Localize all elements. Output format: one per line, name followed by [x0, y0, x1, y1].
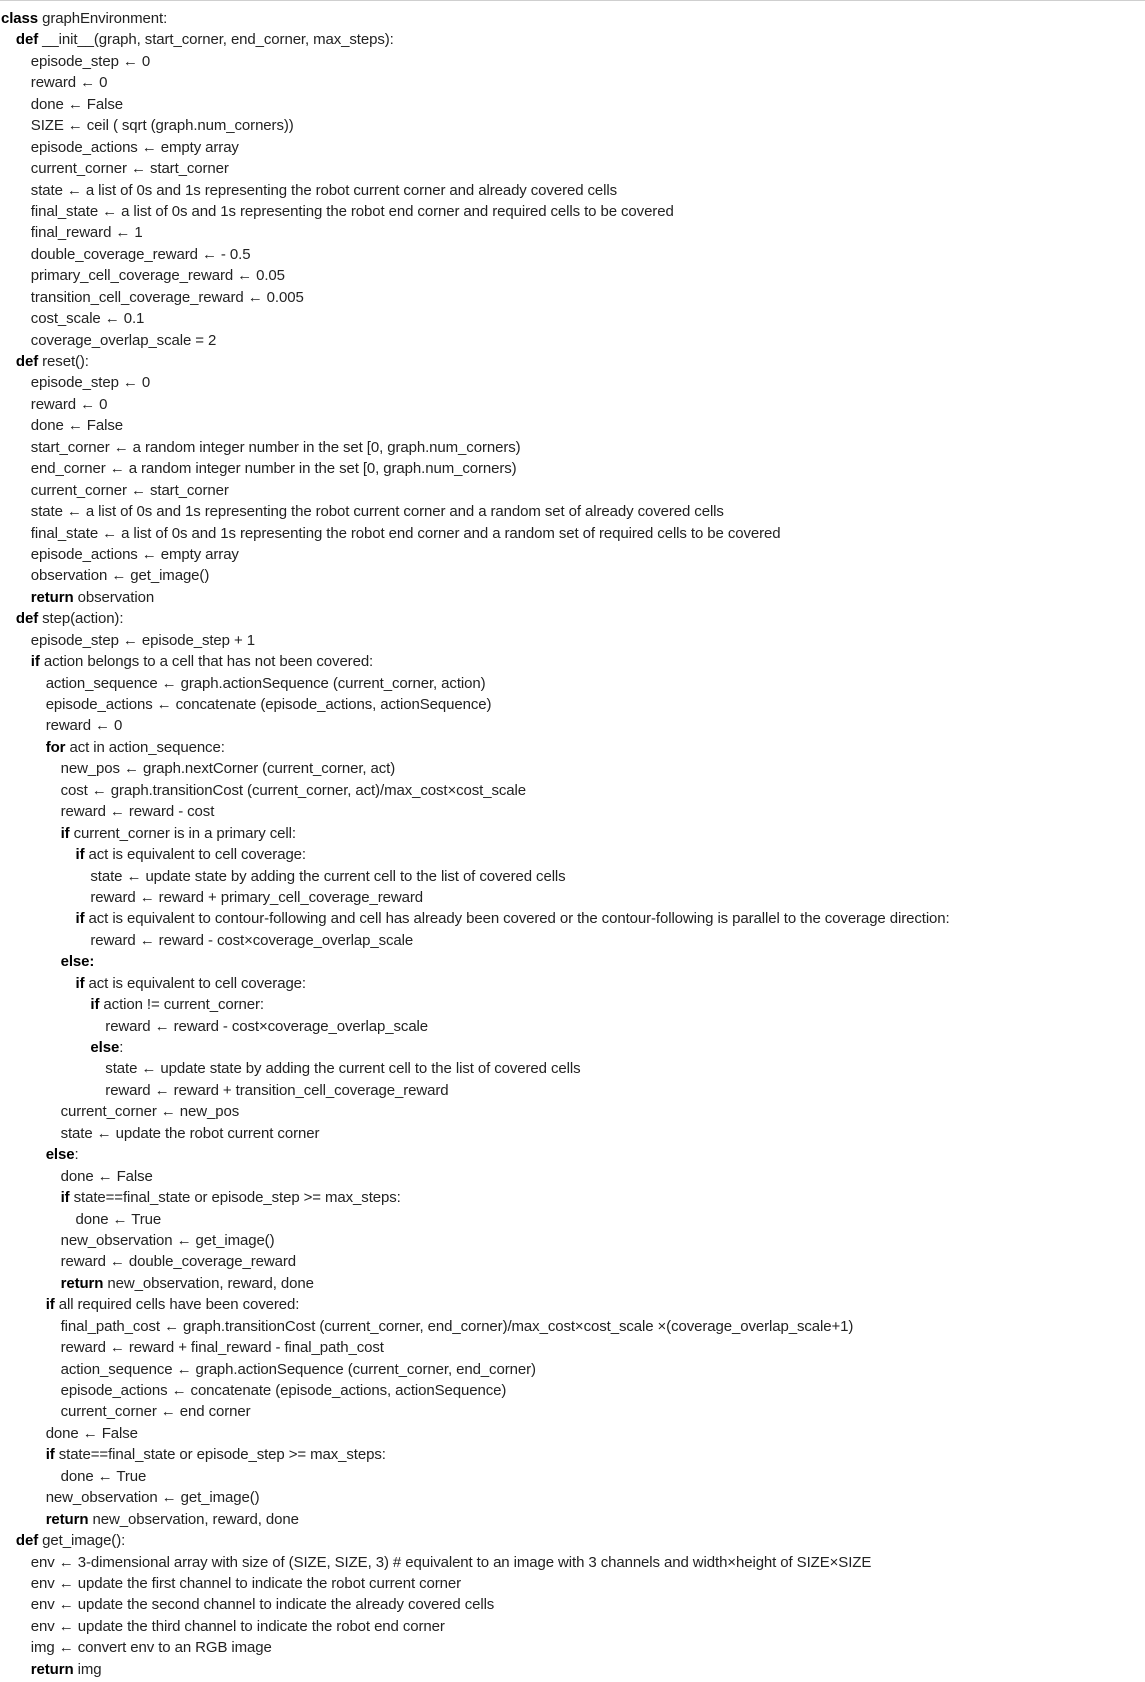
code-text: done ← True — [75, 1210, 162, 1228]
code-text: new_observation ← get_image() — [45, 1489, 260, 1507]
code-text: act in action_sequence: — [65, 738, 225, 756]
code-line — [1, 1273, 950, 1294]
code-keyword: return — [30, 1660, 74, 1678]
code-keyword: for — [45, 738, 66, 756]
code-text: img ← convert env to an RGB image — [30, 1639, 272, 1657]
code-line — [1, 180, 950, 201]
code-line — [1, 308, 950, 329]
code-keyword: return — [45, 1510, 89, 1528]
code-line — [1, 715, 950, 736]
code-line — [1, 29, 950, 50]
code-keyword: if — [45, 1296, 55, 1314]
code-line — [1, 1294, 950, 1315]
code-line — [1, 1616, 950, 1637]
code-text: reward ← reward - cost×coverage_overlap_scale — [90, 931, 414, 949]
code-text: state ← a list of 0s and 1s representing the robot current corner and already covered cells — [30, 181, 618, 199]
code-keyword: if — [75, 974, 85, 992]
code-text: coverage_overlap_scale = 2 — [30, 331, 217, 349]
code-text: : — [74, 1146, 79, 1164]
code-line — [1, 523, 950, 544]
code-line — [1, 844, 950, 865]
code-line — [1, 823, 950, 844]
code-line — [1, 608, 950, 629]
code-line — [1, 1316, 950, 1337]
code-line — [1, 1166, 950, 1187]
code-text: episode_actions ← concatenate (episode_actions, actionSequence) — [60, 1382, 507, 1399]
code-line — [1, 866, 950, 887]
code-keyword: if — [60, 1189, 70, 1207]
code-text: primary_cell_coverage_reward ← 0.05 — [30, 267, 285, 285]
code-text: action belongs to a cell that has not been covered: — [39, 653, 374, 671]
code-line — [1, 565, 950, 586]
code-line — [1, 394, 950, 415]
code-line — [1, 1637, 950, 1658]
code-line — [1, 1487, 950, 1508]
code-text: state==final_state or episode_step >= max_steps: — [69, 1189, 401, 1207]
code-text: episode_actions ← empty array — [30, 545, 239, 563]
code-line — [1, 1594, 950, 1615]
code-line — [1, 201, 950, 222]
pseudocode-block — [1, 8, 950, 1680]
code-line — [1, 630, 950, 651]
code-line — [1, 1380, 950, 1401]
code-keyword: return — [30, 588, 74, 606]
code-text: reward ← 0 — [30, 395, 108, 413]
code-text: new_observation, reward, done — [103, 1274, 314, 1292]
code-line — [1, 1337, 950, 1358]
code-text: state==final_state or episode_step >= max_steps: — [54, 1446, 386, 1464]
code-text: episode_step ← episode_step + 1 — [30, 631, 255, 649]
code-keyword: if — [30, 653, 40, 671]
code-line — [1, 72, 950, 93]
code-text: state ← update state by adding the current cell to the list of covered cells — [105, 1060, 581, 1078]
code-text: current_corner ← new_pos — [60, 1103, 240, 1121]
code-line — [1, 115, 950, 136]
code-line — [1, 587, 950, 608]
code-line — [1, 1423, 950, 1444]
code-keyword: class — [1, 10, 39, 27]
code-line — [1, 287, 950, 308]
code-text: cost ← graph.transitionCost (current_corner, act)/max_cost×cost_scale — [60, 781, 526, 799]
code-text: reward ← reward + final_reward - final_path_cost — [60, 1339, 384, 1357]
code-line — [1, 1401, 950, 1422]
code-text: env ← 3-dimensional array with size of (SIZE, SIZE, 3) # equivalent to an image with 3 channels and width×height of SIZE×SIZE — [30, 1553, 872, 1571]
code-line — [1, 158, 950, 179]
code-line — [1, 1509, 950, 1530]
code-text: new_observation, reward, done — [88, 1510, 299, 1528]
code-keyword: def — [15, 353, 39, 370]
code-line — [1, 1101, 950, 1122]
code-text: double_coverage_reward ← - 0.5 — [30, 245, 251, 263]
code-line — [1, 415, 950, 436]
code-text: reward ← double_coverage_reward — [60, 1253, 296, 1271]
code-text: new_observation ← get_image() — [60, 1231, 275, 1249]
code-line — [1, 1209, 950, 1230]
code-text: cost_scale ← 0.1 — [30, 310, 145, 328]
code-keyword: def — [15, 610, 39, 628]
code-text: observation ← get_image() — [30, 567, 210, 585]
code-line — [1, 1530, 950, 1551]
code-text: final_path_cost ← graph.transitionCost (current_corner, end_corner)/max_cost×cost_scale ×(coverage_overlap_scale+1) — [60, 1317, 854, 1335]
code-keyword: if — [75, 846, 85, 864]
code-line — [1, 51, 950, 72]
code-text: state ← update state by adding the current cell to the list of covered cells — [90, 867, 566, 885]
code-text: new_pos ← graph.nextCorner (current_corner, act) — [60, 760, 396, 778]
code-line — [1, 1123, 950, 1144]
code-text: step(action): — [38, 610, 124, 628]
code-line — [1, 1552, 950, 1573]
code-line — [1, 437, 950, 458]
code-line — [1, 780, 950, 801]
code-text: reward ← reward + transition_cell_coverage_reward — [105, 1081, 449, 1099]
code-text: current_corner ← end corner — [60, 1403, 251, 1421]
code-text: done ← True — [60, 1467, 147, 1485]
code-line — [1, 458, 950, 479]
code-line — [1, 1230, 950, 1251]
code-text: done ← False — [30, 417, 123, 435]
code-line — [1, 1251, 950, 1272]
code-text: all required cells have been covered: — [54, 1296, 300, 1314]
code-line — [1, 8, 950, 29]
code-text: end_corner ← a random integer number in the set [0, graph.num_corners) — [30, 460, 517, 478]
code-line — [1, 1037, 950, 1058]
code-line — [1, 930, 950, 951]
code-keyword: else: — [60, 953, 95, 971]
code-text: action != current_corner: — [99, 996, 264, 1014]
code-text: episode_actions ← empty array — [30, 138, 239, 156]
code-line — [1, 673, 950, 694]
code-text: episode_step ← 0 — [30, 374, 151, 392]
code-text: reward ← reward - cost — [60, 803, 215, 821]
code-text: final_state ← a list of 0s and 1s representing the robot end corner and required cells to be covered — [30, 202, 674, 220]
code-text: : — [119, 1039, 124, 1056]
code-line — [1, 758, 950, 779]
code-line — [1, 1058, 950, 1079]
code-text: done ← False — [45, 1424, 138, 1442]
code-keyword: else — [90, 1039, 120, 1056]
code-line — [1, 244, 950, 265]
code-text: env ← update the first channel to indicate the robot current corner — [30, 1574, 462, 1592]
code-line — [1, 1659, 950, 1680]
code-text: final_reward ← 1 — [30, 224, 143, 242]
code-text: reward ← reward + primary_cell_coverage_reward — [90, 888, 424, 906]
code-line — [1, 737, 950, 758]
code-line — [1, 908, 950, 929]
code-text: state ← a list of 0s and 1s representing the robot current corner and a random set of already covered cells — [30, 503, 724, 521]
code-text: act is equivalent to cell coverage: — [84, 846, 306, 864]
code-text: env ← update the second channel to indicate the already covered cells — [30, 1596, 495, 1614]
code-text: observation — [73, 588, 155, 606]
code-text: env ← update the third channel to indicate the robot end corner — [30, 1617, 445, 1635]
top-divider — [0, 0, 1145, 1]
code-keyword: if — [45, 1446, 55, 1464]
code-line — [1, 544, 950, 565]
code-line — [1, 1016, 950, 1037]
code-line — [1, 651, 950, 672]
code-line — [1, 1144, 950, 1165]
code-text: reward ← 0 — [30, 74, 108, 92]
code-text: done ← False — [60, 1167, 153, 1185]
code-text: action_sequence ← graph.actionSequence (current_corner, action) — [45, 674, 486, 692]
code-text: current_corner ← start_corner — [30, 160, 229, 178]
code-text: __init__(graph, start_corner, end_corner, max_steps): — [38, 31, 394, 49]
code-keyword: else — [45, 1146, 75, 1164]
code-text: done ← False — [30, 95, 123, 113]
code-text: SIZE ← ceil ( sqrt (graph.num_corners)) — [30, 117, 294, 135]
code-text: reward ← reward - cost×coverage_overlap_scale — [105, 1017, 429, 1035]
code-keyword: if — [75, 910, 85, 928]
code-text: reset(): — [38, 353, 89, 370]
code-line — [1, 1187, 950, 1208]
code-text: start_corner ← a random integer number in the set [0, graph.num_corners) — [30, 438, 521, 456]
code-line — [1, 694, 950, 715]
code-line — [1, 137, 950, 158]
code-keyword: return — [60, 1274, 104, 1292]
code-text: act is equivalent to contour-following and cell has already been covered or the contour-following is parallel to the coverage direction: — [84, 910, 950, 928]
code-keyword: if — [60, 824, 70, 842]
code-text: action_sequence ← graph.actionSequence (current_corner, end_corner) — [60, 1360, 536, 1378]
code-text: state ← update the robot current corner — [60, 1124, 320, 1142]
code-line — [1, 994, 950, 1015]
code-line — [1, 1359, 950, 1380]
code-line — [1, 480, 950, 501]
code-line — [1, 801, 950, 822]
code-line — [1, 501, 950, 522]
code-line — [1, 372, 950, 393]
code-line — [1, 951, 950, 972]
code-text: reward ← 0 — [45, 717, 123, 735]
code-text: episode_actions ← concatenate (episode_actions, actionSequence) — [45, 696, 492, 713]
code-line — [1, 1444, 950, 1465]
code-keyword: def — [15, 1532, 39, 1550]
code-text: img — [73, 1660, 102, 1678]
code-keyword: if — [90, 996, 100, 1014]
code-line — [1, 1466, 950, 1487]
code-text: final_state ← a list of 0s and 1s representing the robot end corner and a random set of required cells to be covered — [30, 524, 781, 542]
code-line — [1, 973, 950, 994]
code-keyword: def — [15, 31, 39, 49]
code-text: act is equivalent to cell coverage: — [84, 974, 306, 992]
code-line — [1, 887, 950, 908]
code-line — [1, 94, 950, 115]
code-line — [1, 351, 950, 372]
code-line — [1, 1573, 950, 1594]
code-line — [1, 265, 950, 286]
code-text: get_image(): — [38, 1532, 126, 1550]
code-text: current_corner ← start_corner — [30, 481, 229, 499]
code-line — [1, 1080, 950, 1101]
code-line — [1, 330, 950, 351]
code-text: transition_cell_coverage_reward ← 0.005 — [30, 288, 304, 306]
code-text: graphEnvironment: — [38, 10, 168, 27]
code-text: episode_step ← 0 — [30, 52, 151, 70]
code-text: current_corner is in a primary cell: — [69, 824, 296, 842]
code-line — [1, 222, 950, 243]
